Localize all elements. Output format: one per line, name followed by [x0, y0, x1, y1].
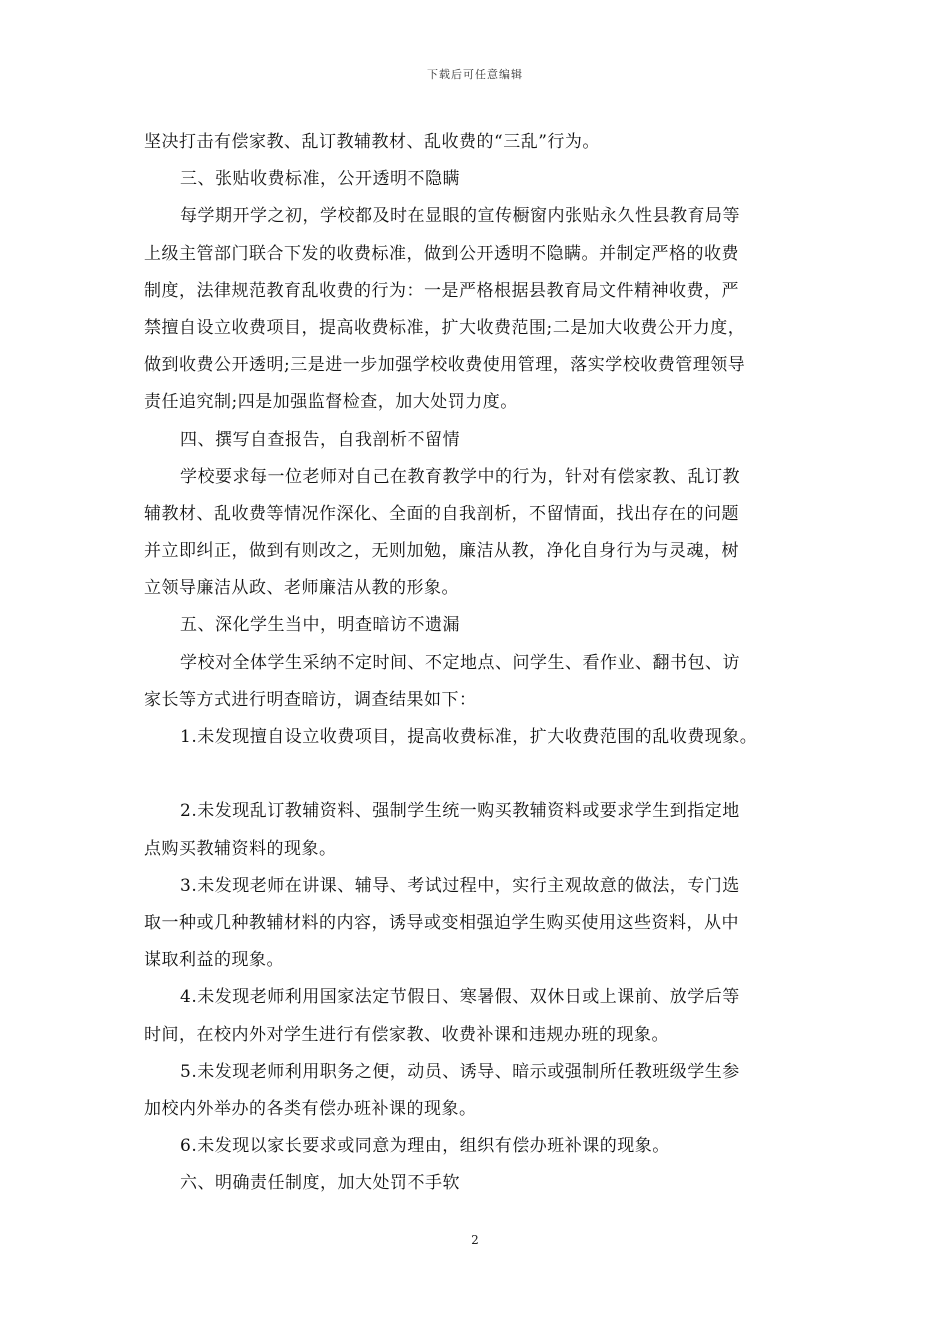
section-heading-5: 五、深化学生当中，明查暗访不遗漏 [180, 615, 460, 636]
section-heading-4: 四、撰写自查报告，自我剖析不留情 [180, 429, 460, 450]
section-heading-3: 三、张贴收费标准，公开透明不隐瞒 [180, 169, 460, 190]
paragraph-line: 禁擅自设立收费项目，提高收费标准，扩大收费范围;二是加大收费公开力度， [144, 317, 746, 338]
paragraph-line: 时间，在校内外对学生进行有偿家教、收费补课和违规办班的现象。 [144, 1024, 669, 1045]
finding-item-4: 4.未发现老师利用国家法定节假日、寒暑假、双休日或上课前、放学后等 [180, 987, 740, 1008]
paragraph-line: 辅教材、乱收费等情况作深化、全面的自我剖析，不留情面，找出存在的问题 [144, 503, 739, 524]
paragraph-line: 制度，法律规范教育乱收费的行为：一是严格根据县教育局文件精神收费，严 [144, 280, 739, 301]
blank-line [144, 756, 820, 793]
page-header: 下载后可任意编辑 [427, 68, 523, 81]
finding-item-2: 2.未发现乱订教辅资料、强制学生统一购买教辅资料或要求学生到指定地 [180, 801, 740, 822]
paragraph-line: 谋取利益的现象。 [144, 950, 284, 971]
finding-item-5: 5.未发现老师利用职务之便，动员、诱导、暗示或强制所任教班级学生参 [180, 1061, 740, 1082]
paragraph-line: 每学期开学之初，学校都及时在显眼的宣传橱窗内张贴永久性县教育局等 [180, 206, 740, 227]
paragraph-line: 学校对全体学生采纳不定时间、不定地点、问学生、看作业、翻书包、访 [180, 652, 740, 673]
paragraph-line: 立领导廉洁从政、老师廉洁从教的形象。 [144, 578, 459, 599]
page-number: 2 [471, 1233, 479, 1247]
paragraph-line: 做到收费公开透明;三是进一步加强学校收费使用管理，落实学校收费管理领导 [144, 355, 746, 376]
paragraph-line: 并立即纠正，做到有则改之，无则加勉，廉洁从教，净化自身行为与灵魂，树 [144, 541, 739, 562]
finding-item-6: 6.未发现以家长要求或同意为理由，组织有偿办班补课的现象。 [180, 1136, 670, 1157]
paragraph-line: 加校内外举办的各类有偿办班补课的现象。 [144, 1098, 477, 1119]
paragraph-line: 责任追究制;四是加强监督检查，加大处罚力度。 [144, 392, 518, 413]
paragraph-line: 取一种或几种教辅材料的内容，诱导或变相强迫学生购买使用这些资料，从中 [144, 912, 739, 933]
paragraph-line: 坚决打击有偿家教、乱订教辅教材、乱收费的“三乱”行为。 [144, 132, 600, 152]
paragraph-line: 上级主管部门联合下发的收费标准，做到公开透明不隐瞒。并制定严格的收费 [144, 243, 739, 264]
finding-item-1: 1.未发现擅自设立收费项目，提高收费标准，扩大收费范围的乱收费现象。 [180, 727, 758, 747]
paragraph-line: 点购买教辅资料的现象。 [144, 838, 337, 859]
section-heading-6: 六、明确责任制度，加大处罚不手软 [180, 1173, 460, 1194]
paragraph-line: 家长等方式进行明查暗访，调查结果如下： [144, 689, 477, 710]
document-body [144, 124, 820, 1202]
finding-item-3: 3.未发现老师在讲课、辅导、考试过程中，实行主观故意的做法，专门选 [180, 875, 740, 896]
paragraph-line: 学校要求每一位老师对自己在教育教学中的行为，针对有偿家教、乱订教 [180, 466, 740, 487]
